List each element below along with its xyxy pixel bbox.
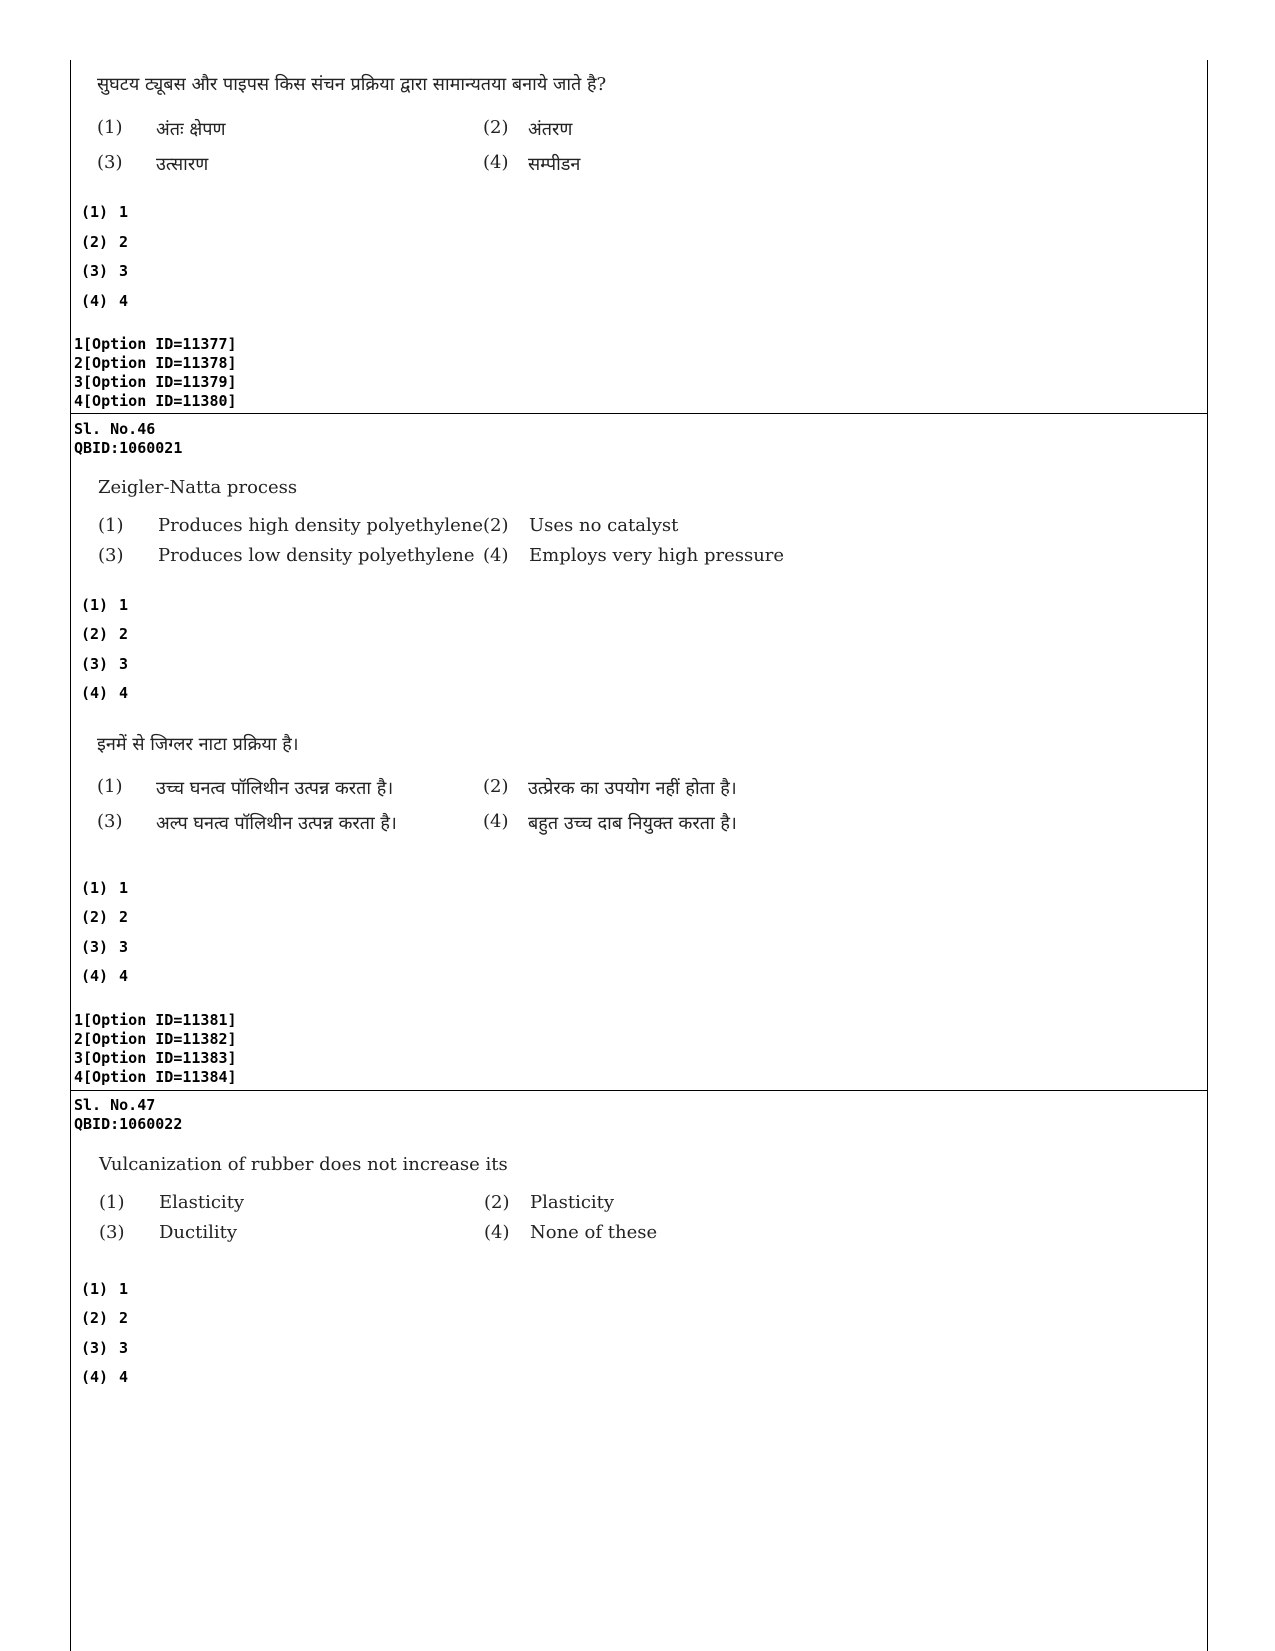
q46-hi-option-3-number: (3): [97, 811, 123, 832]
q46-hi-option-2-number: (2): [483, 776, 509, 797]
q45-answer-choice-4: (4) 4: [81, 292, 129, 310]
option-id-line: 3[Option ID=11383]: [74, 1049, 237, 1067]
q46-header: [74, 420, 182, 458]
q46-option-ids: [74, 1011, 237, 1087]
section-divider: [71, 1090, 1207, 1091]
q45-answer-choice-3: (3) 3: [81, 262, 129, 280]
q47-option-2-text: Plasticity: [530, 1192, 615, 1213]
q46-hi-answer-choice-1: (1) 1: [81, 879, 129, 897]
option-id-line: 4[Option ID=11384]: [74, 1068, 237, 1086]
q47-option-1-text: Elasticity: [159, 1192, 245, 1213]
q46-hi-answer-choice-3: (3) 3: [81, 938, 129, 956]
q47-header: [74, 1096, 182, 1134]
q45-option-4-text: सम्पीडन: [528, 154, 581, 175]
q46-stem-english: Zeigler-Natta process: [98, 477, 298, 498]
q46-hi-option-1-text: उच्च घनत्व पॉलिथीन उत्पन्न करता है।: [156, 778, 394, 799]
q45-option-3-text: उत्सारण: [156, 154, 209, 175]
q45-option-2-number: (2): [483, 117, 509, 138]
section-divider: [71, 413, 1207, 414]
q46-hi-answer-choice-4: (4) 4: [81, 967, 129, 985]
q46-option-2-text: Uses no catalyst: [529, 515, 679, 536]
q46-serial-number: Sl. No.46: [74, 420, 156, 438]
q46-hi-option-3-text: अल्प घनत्व पॉलिथीन उत्पन्न करता है।: [156, 813, 397, 834]
q46-hi-option-4-number: (4): [483, 811, 509, 832]
q46-hi-option-4-text: बहुत उच्च दाब नियुक्त करता है।: [528, 813, 737, 834]
q46-option-4-number: (4): [483, 545, 509, 566]
q45-answer-choice-1: (1) 1: [81, 203, 129, 221]
q47-option-2-number: (2): [484, 1192, 510, 1213]
q47-option-1-number: (1): [99, 1192, 125, 1213]
q45-option-1-text: अंतः क्षेपण: [156, 119, 226, 140]
q47-option-4-text: None of these: [530, 1222, 658, 1243]
option-id-line: 1[Option ID=11381]: [74, 1011, 237, 1029]
q45-option-1-number: (1): [97, 117, 123, 138]
q47-answer-choice-4: (4) 4: [81, 1368, 129, 1386]
option-id-line: 4[Option ID=11380]: [74, 392, 237, 410]
option-id-line: 1[Option ID=11377]: [74, 335, 237, 353]
q45-answer-choice-2: (2) 2: [81, 233, 129, 251]
q46-option-4-text: Employs very high pressure: [529, 545, 785, 566]
q45-option-2-text: अंतरण: [528, 119, 573, 140]
q46-hi-option-1-number: (1): [97, 776, 123, 797]
q45-option-3-number: (3): [97, 152, 123, 173]
q46-en-answer-choice-2: (2) 2: [81, 625, 129, 643]
q46-hi-answer-choice-2: (2) 2: [81, 908, 129, 926]
q47-answer-choice-2: (2) 2: [81, 1309, 129, 1327]
q46-option-3-text: Produces low density polyethylene: [158, 545, 475, 566]
q46-qbid: QBID:1060021: [74, 439, 183, 457]
q46-option-1-number: (1): [98, 515, 124, 536]
q46-hi-option-2-text: उत्प्रेरक का उपयोग नहीं होता है।: [528, 778, 737, 799]
q46-stem-hindi: इनमें से जिग्लर नाटा प्रक्रिया है।: [97, 734, 299, 755]
q47-option-3-text: Ductility: [159, 1222, 238, 1243]
q46-en-answer-choice-1: (1) 1: [81, 596, 129, 614]
option-id-line: 3[Option ID=11379]: [74, 373, 237, 391]
q45-stem-hindi: सुघटय ट्यूबस और पाइपस किस संचन प्रक्रिया द्वारा सामान्यतया बनाये जाते है?: [97, 74, 607, 95]
q45-option-ids: [74, 335, 237, 411]
q47-qbid: QBID:1060022: [74, 1115, 183, 1133]
option-id-line: 2[Option ID=11378]: [74, 354, 237, 372]
q46-option-2-number: (2): [483, 515, 509, 536]
q46-en-answer-choice-3: (3) 3: [81, 655, 129, 673]
q47-answer-choice-1: (1) 1: [81, 1280, 129, 1298]
q47-option-4-number: (4): [484, 1222, 510, 1243]
q47-answer-choice-3: (3) 3: [81, 1339, 129, 1357]
page-frame: [70, 60, 1208, 1651]
q46-option-3-number: (3): [98, 545, 124, 566]
q45-option-4-number: (4): [483, 152, 509, 173]
q46-option-1-text: Produces high density polyethylene: [158, 515, 484, 536]
q47-serial-number: Sl. No.47: [74, 1096, 156, 1114]
q46-en-answer-choice-4: (4) 4: [81, 684, 129, 702]
q47-stem-english: Vulcanization of rubber does not increase its: [99, 1154, 508, 1175]
option-id-line: 2[Option ID=11382]: [74, 1030, 237, 1048]
q47-option-3-number: (3): [99, 1222, 125, 1243]
